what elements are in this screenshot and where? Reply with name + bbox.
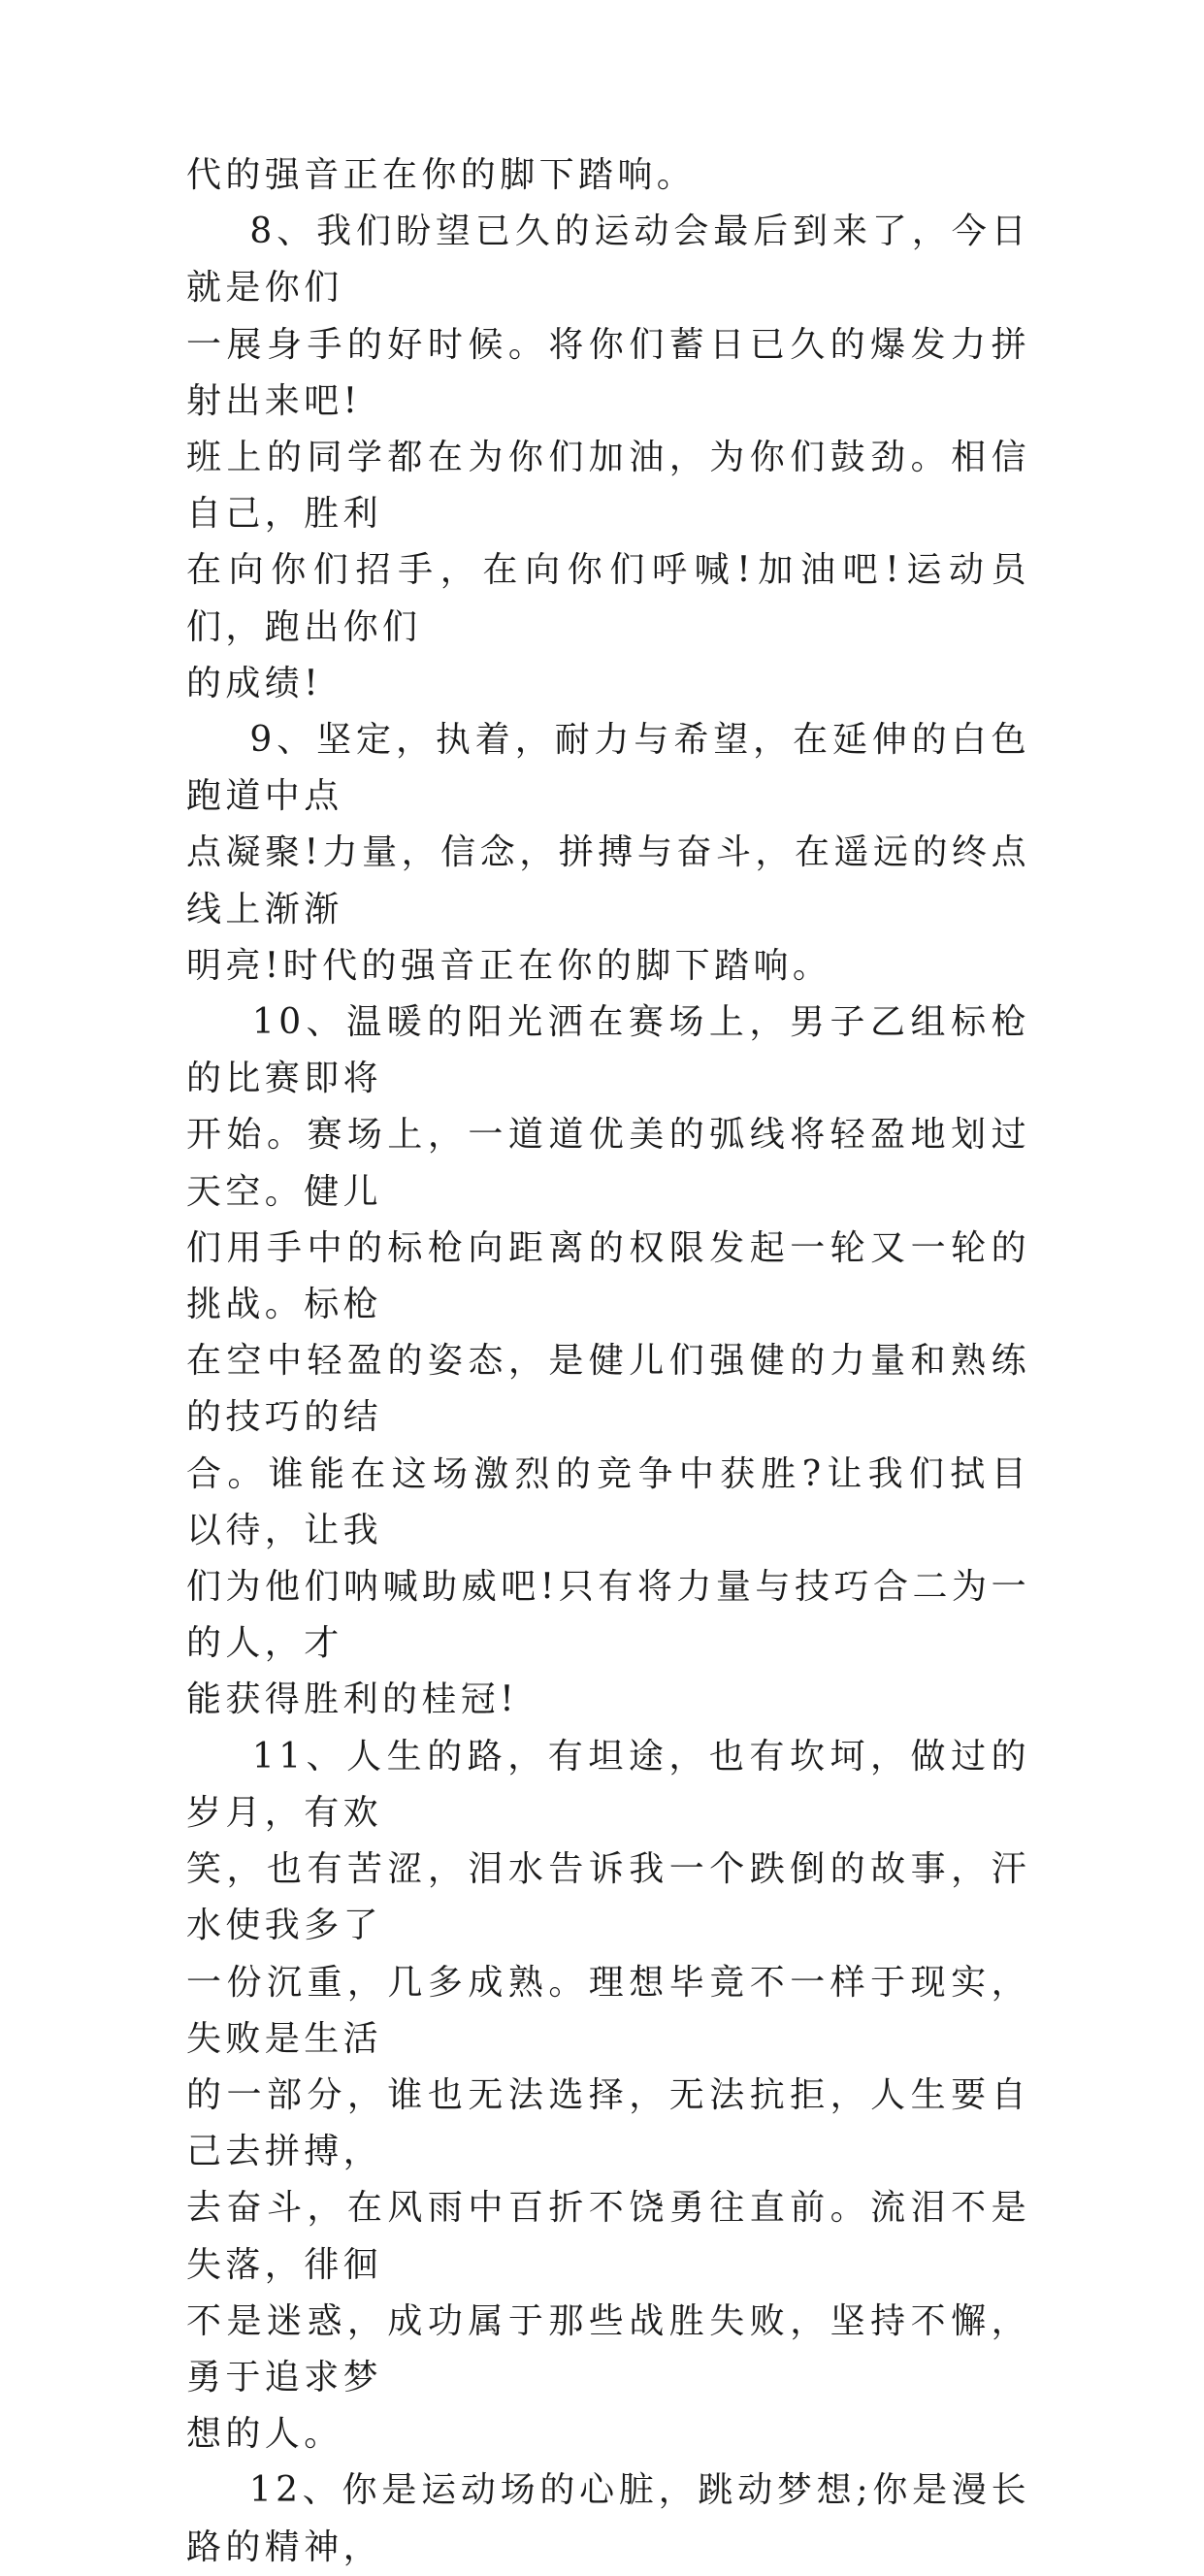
- text-line: 明亮!时代的强音正在你的脚下踏响。: [186, 945, 832, 986]
- text-line: 合。谁能在这场激烈的竞争中获胜?让我们拭目以待，让我: [186, 1453, 1030, 1550]
- paragraph-item-10: [186, 995, 1030, 1729]
- text-line: 开始。赛场上，一道道优美的弧线将轻盈地划过天空。健儿: [186, 1115, 1030, 1212]
- paragraph-item-8: [186, 204, 1030, 712]
- paragraph-item-11: [186, 1729, 1030, 2463]
- text-line: 们用手中的标枪向距离的权限发起一轮又一轮的挑战。标枪: [186, 1227, 1030, 1325]
- text-line: 们为他们呐喊助威吧!只有将力量与技巧合二为一的人，才: [186, 1567, 1030, 1664]
- text-line: 的成绩!: [186, 663, 323, 703]
- paragraph-item-12: [186, 2462, 1030, 2575]
- paragraph-continuation: [186, 147, 1030, 204]
- text-line: 10、温暖的阳光洒在赛场上，男子乙组标枪的比赛即将: [186, 1002, 1031, 1099]
- text-line: 8、我们盼望已久的运动会最后到来了，今日就是你们: [186, 212, 1031, 309]
- text-line: 一展身手的好时候。将你们蓄日已久的爆发力拼射出来吧!: [186, 324, 1030, 421]
- text-line: 代的强音正在你的脚下踏响。: [186, 155, 697, 195]
- document-body: [186, 147, 1030, 2576]
- text-line: 一份沉重，几多成熟。理想毕竟不一样于现实，失败是生活: [186, 1962, 1030, 2059]
- text-line: 在向你们招手，在向你们呼喊!加油吧!运动员们，跑出你们: [186, 550, 1030, 647]
- text-line: 能获得胜利的桂冠!: [186, 1679, 519, 1720]
- text-line: 9、坚定，执着，耐力与希望，在延伸的白色跑道中点: [186, 720, 1031, 817]
- text-line: 想的人。: [186, 2414, 343, 2455]
- text-line: 点凝聚!力量，信念，拼搏与奋斗，在遥远的终点线上渐渐: [186, 832, 1030, 929]
- text-line: 去奋斗，在风雨中百折不饶勇往直前。流泪不是失落，徘徊: [186, 2188, 1030, 2285]
- text-line: 在空中轻盈的姿态，是健儿们强健的力量和熟练的技巧的结: [186, 1341, 1030, 1438]
- text-line: 笑，也有苦涩，泪水告诉我一个跌倒的故事，汗水使我多了: [186, 1849, 1030, 1946]
- text-line: 11、人生的路，有坦途，也有坎坷，做过的岁月，有欢: [186, 1736, 1031, 1833]
- text-line: 的一部分，谁也无法选择，无法抗拒，人生要自己去拼搏，: [186, 2074, 1030, 2172]
- text-line: 12、你是运动场的心脏，跳动梦想;你是漫长路的精神，: [186, 2470, 1031, 2567]
- paragraph-item-9: [186, 712, 1030, 995]
- text-line: 不是迷惑，成功属于那些战胜失败，坚持不懈，勇于追求梦: [186, 2300, 1030, 2397]
- text-line: 班上的同学都在为你们加油，为你们鼓劲。相信自己，胜利: [186, 438, 1030, 535]
